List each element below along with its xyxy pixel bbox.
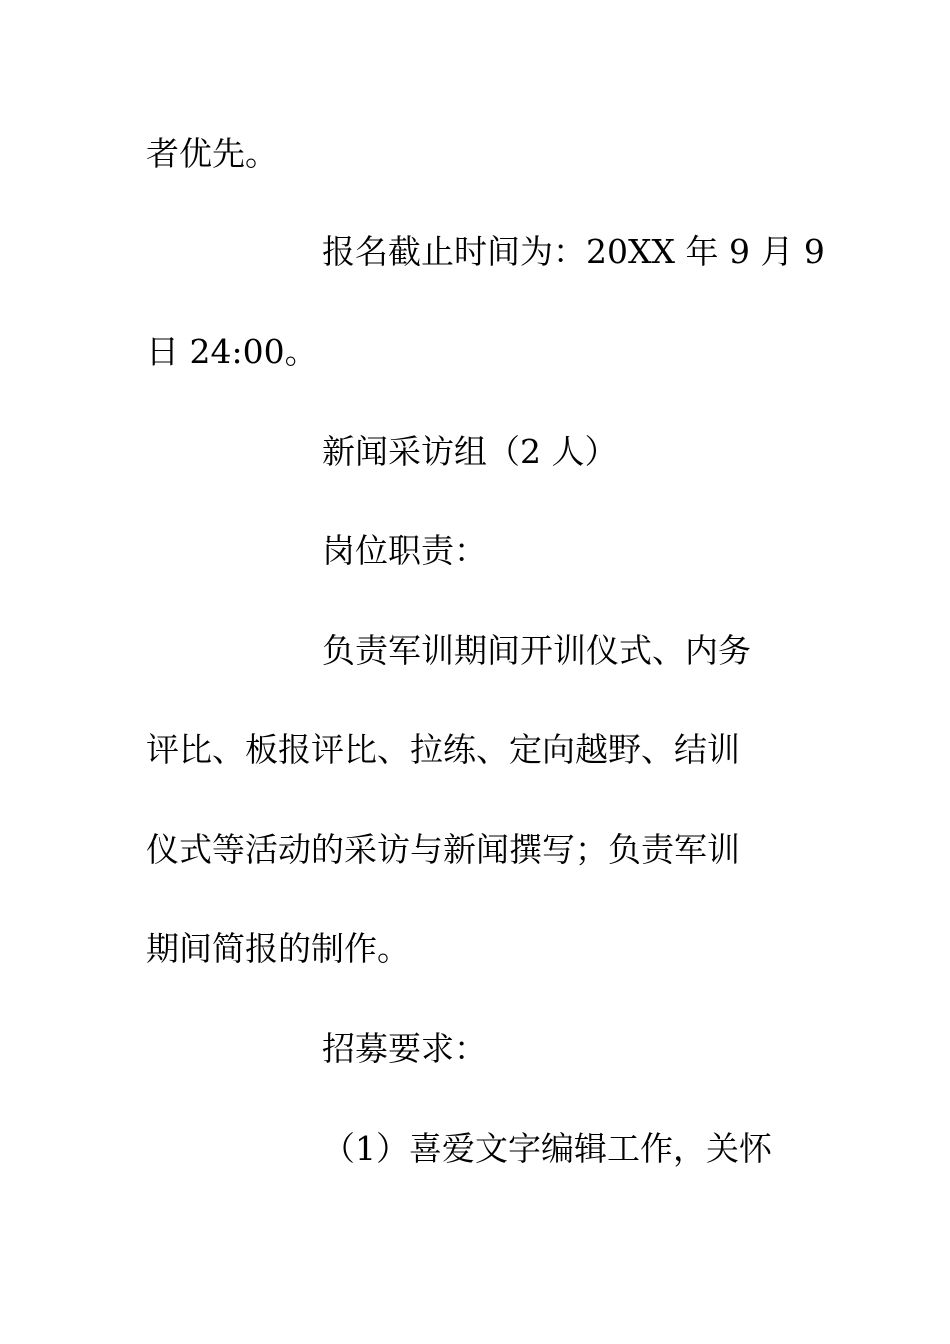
text-line: 者优先。 [146, 134, 278, 173]
text-line: 期间简报的制作。 [146, 929, 410, 968]
subheading: 岗位职责： [322, 531, 487, 570]
text-line: （1）喜爱文字编辑工作，关怀 [322, 1129, 772, 1168]
text-line: 日 24:00。 [146, 332, 318, 371]
text-line: 负责军训期间开训仪式、内务 [322, 631, 751, 670]
section-heading: 新闻采访组（2 人） [322, 432, 618, 471]
text-line: 仪式等活动的采访与新闻撰写；负责军训 [146, 830, 740, 869]
text-line: 评比、板报评比、拉练、定向越野、结训 [146, 730, 740, 769]
text-line: 报名截止时间为：20XX 年 9 月 9 [322, 232, 825, 271]
subheading: 招募要求： [322, 1029, 487, 1068]
